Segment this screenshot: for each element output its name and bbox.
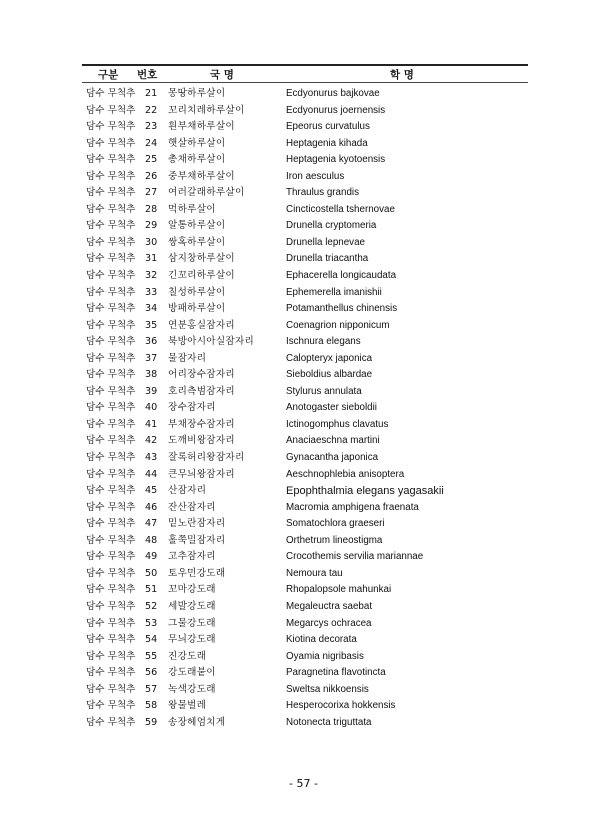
cell-scientific-name: Nemoura tau <box>286 567 343 579</box>
cell-number: 43 <box>145 452 158 464</box>
cell-korean-name: 먹하루살이 <box>168 203 216 215</box>
cell-korean-name: 큰무늬왕잠자리 <box>168 468 235 480</box>
cell-korean-name: 꼬마강도래 <box>168 584 216 596</box>
cell-scientific-name: Ephemerella imanishii <box>286 286 382 298</box>
table-row <box>82 516 528 533</box>
cell-korean-name: 중부채하루살이 <box>168 170 235 182</box>
table-row <box>82 218 528 235</box>
cell-scientific-name: Ecdyonurus bajkovae <box>286 88 380 99</box>
cell-korean-name: 몽땅하루살이 <box>168 88 226 99</box>
cell-number: 37 <box>145 352 158 364</box>
table-row <box>82 400 528 417</box>
table-row <box>82 566 528 583</box>
table-header <box>82 66 528 82</box>
cell-scientific-name: Ischnura elegans <box>286 336 361 348</box>
header-scientific-name: 학 명 <box>390 69 414 81</box>
cell-korean-name: 밑노란잠자리 <box>168 518 226 530</box>
cell-category: 담수 무척추 <box>86 220 136 232</box>
cell-korean-name: 흰부채하루살이 <box>168 121 235 133</box>
cell-number: 31 <box>145 253 158 265</box>
table-row <box>82 251 528 268</box>
cell-category: 담수 무척추 <box>86 236 136 248</box>
cell-number: 57 <box>145 683 158 695</box>
cell-scientific-name: Hesperocorixa hokkensis <box>286 700 396 712</box>
cell-number: 40 <box>145 402 158 414</box>
cell-category: 담수 무척추 <box>86 88 136 99</box>
cell-category: 담수 무척추 <box>86 137 136 149</box>
cell-number: 50 <box>145 567 158 579</box>
cell-korean-name: 방패하루살이 <box>168 303 226 315</box>
cell-scientific-name: Gynacantha japonica <box>286 452 379 464</box>
cell-category: 담수 무척추 <box>86 716 136 728</box>
cell-scientific-name: Ictinogomphus clavatus <box>286 418 389 430</box>
cell-scientific-name: Rhopalopsole mahunkai <box>286 584 392 596</box>
cell-number: 41 <box>145 418 158 430</box>
cell-korean-name: 장수잠자리 <box>168 402 216 414</box>
cell-category: 담수 무척추 <box>86 154 136 166</box>
cell-number: 36 <box>145 336 158 348</box>
table-row <box>82 367 528 384</box>
cell-scientific-name: Aeschnophlebia anisoptera <box>286 468 405 480</box>
cell-category: 담수 무척추 <box>86 683 136 695</box>
cell-number: 33 <box>145 286 158 298</box>
table-row <box>82 433 528 450</box>
cell-scientific-name: Thraulus grandis <box>286 187 359 199</box>
cell-scientific-name: Coenagrion nipponicum <box>286 319 390 331</box>
cell-category: 담수 무척추 <box>86 501 136 513</box>
cell-category: 담수 무척추 <box>86 667 136 679</box>
cell-category: 담수 무척추 <box>86 634 136 646</box>
cell-korean-name: 그물강도래 <box>168 617 216 629</box>
cell-category: 담수 무척추 <box>86 385 136 397</box>
cell-number: 24 <box>145 137 158 149</box>
table-header-rule <box>82 82 528 83</box>
cell-category: 담수 무척추 <box>86 270 136 282</box>
cell-korean-name: 알통하루살이 <box>168 220 226 232</box>
cell-scientific-name: Anaciaeschna martini <box>286 435 380 447</box>
cell-korean-name: 잘록허리왕잠자리 <box>168 452 245 464</box>
cell-category: 담수 무척추 <box>86 452 136 464</box>
cell-category: 담수 무척추 <box>86 121 136 133</box>
table-row <box>82 533 528 550</box>
cell-number: 22 <box>145 104 158 116</box>
cell-scientific-name: Iron aesculus <box>286 170 345 182</box>
table-row <box>82 632 528 649</box>
cell-number: 28 <box>145 203 158 215</box>
cell-scientific-name: Paragnetina flavotincta <box>286 667 386 679</box>
cell-number: 25 <box>145 154 158 166</box>
cell-korean-name: 호리측범잠자리 <box>168 385 235 397</box>
table-row <box>82 285 528 302</box>
cell-category: 담수 무척추 <box>86 104 136 116</box>
cell-number: 39 <box>145 385 158 397</box>
cell-scientific-name: Cincticostella tshernovae <box>286 203 395 215</box>
cell-number: 35 <box>145 319 158 331</box>
table-row <box>82 202 528 219</box>
table-body <box>82 86 528 731</box>
page-number: - 57 - <box>289 777 318 790</box>
table-row <box>82 119 528 136</box>
cell-korean-name: 녹색강도래 <box>168 683 216 695</box>
cell-category: 담수 무척추 <box>86 402 136 414</box>
cell-korean-name: 무늬강도래 <box>168 634 216 646</box>
cell-korean-name: 강도래붙이 <box>168 667 216 679</box>
cell-number: 27 <box>145 187 158 199</box>
cell-number: 52 <box>145 600 158 612</box>
cell-category: 담수 무척추 <box>86 700 136 712</box>
cell-category: 담수 무척추 <box>86 435 136 447</box>
cell-scientific-name: Kiotina decorata <box>286 634 357 646</box>
table-row <box>82 649 528 666</box>
cell-number: 55 <box>145 650 158 662</box>
cell-korean-name: 부채장수잠자리 <box>168 418 235 430</box>
cell-korean-name: 북방아시아실잠자리 <box>168 336 255 348</box>
cell-korean-name: 세발강도래 <box>168 600 216 612</box>
cell-category: 담수 무척추 <box>86 567 136 579</box>
cell-category: 담수 무척추 <box>86 518 136 530</box>
cell-scientific-name: Macromia amphigena fraenata <box>286 501 419 513</box>
cell-korean-name: 왕물벌레 <box>168 700 207 712</box>
cell-korean-name: 토우민강도래 <box>168 567 226 579</box>
cell-korean-name: 송장헤엄치게 <box>168 716 226 728</box>
cell-korean-name: 연분홍실잠자리 <box>168 319 235 331</box>
cell-category: 담수 무척추 <box>86 187 136 199</box>
header-number: 번호 <box>137 69 158 81</box>
header-korean-name: 국 명 <box>210 69 234 81</box>
table-row <box>82 500 528 517</box>
table-row <box>82 698 528 715</box>
cell-number: 47 <box>145 518 158 530</box>
table-row <box>82 185 528 202</box>
cell-category: 담수 무척추 <box>86 468 136 480</box>
cell-number: 26 <box>145 170 158 182</box>
cell-category: 담수 무척추 <box>86 203 136 215</box>
cell-scientific-name: Somatochlora graeseri <box>286 518 385 530</box>
cell-category: 담수 무척추 <box>86 600 136 612</box>
cell-number: 38 <box>145 369 158 381</box>
cell-korean-name: 삼지창하루살이 <box>168 253 235 265</box>
cell-number: 32 <box>145 270 158 282</box>
cell-scientific-name: Heptagenia kyotoensis <box>286 154 386 166</box>
table-row <box>82 467 528 484</box>
cell-category: 담수 무척추 <box>86 369 136 381</box>
header-category: 구분 <box>98 69 119 81</box>
cell-korean-name: 꼬리치레하루살이 <box>168 104 245 116</box>
table-row <box>82 86 528 103</box>
cell-category: 담수 무척추 <box>86 286 136 298</box>
cell-number: 45 <box>145 485 158 497</box>
cell-scientific-name: Notonecta triguttata <box>286 716 372 728</box>
cell-korean-name: 쌍혹하루살이 <box>168 236 226 248</box>
cell-category: 담수 무척추 <box>86 352 136 364</box>
cell-scientific-name: Ephacerella longicaudata <box>286 270 397 282</box>
cell-scientific-name: Ecdyonurus joernensis <box>286 104 386 116</box>
cell-number: 23 <box>145 121 158 133</box>
cell-number: 53 <box>145 617 158 629</box>
cell-scientific-name: Drunella cryptomeria <box>286 220 377 232</box>
cell-korean-name: 긴꼬리하루살이 <box>168 270 235 282</box>
table-row <box>82 384 528 401</box>
cell-category: 담수 무척추 <box>86 534 136 546</box>
cell-korean-name: 산잠자리 <box>168 485 207 497</box>
cell-scientific-name: Sieboldius albardae <box>286 369 373 381</box>
cell-category: 담수 무척추 <box>86 170 136 182</box>
table-row <box>82 268 528 285</box>
cell-korean-name: 잔산잠자리 <box>168 501 216 513</box>
cell-korean-name: 칠성하루살이 <box>168 286 226 298</box>
table-row <box>82 318 528 335</box>
cell-number: 48 <box>145 534 158 546</box>
table-row <box>82 616 528 633</box>
cell-korean-name: 고추잠자리 <box>168 551 216 563</box>
table-row <box>82 169 528 186</box>
cell-category: 담수 무척추 <box>86 418 136 430</box>
cell-scientific-name: Calopteryx japonica <box>286 352 373 364</box>
cell-scientific-name: Drunella triacantha <box>286 253 369 265</box>
cell-scientific-name: Drunella lepnevae <box>286 236 365 248</box>
table-row <box>82 582 528 599</box>
cell-korean-name: 도깨비왕잠자리 <box>168 435 235 447</box>
cell-number: 59 <box>145 716 158 728</box>
cell-number: 42 <box>145 435 158 447</box>
cell-number: 56 <box>145 667 158 679</box>
cell-category: 담수 무척추 <box>86 584 136 596</box>
cell-number: 21 <box>145 88 158 99</box>
cell-category: 담수 무척추 <box>86 336 136 348</box>
table-row <box>82 450 528 467</box>
cell-korean-name: 진강도래 <box>168 650 207 662</box>
cell-number: 58 <box>145 700 158 712</box>
cell-scientific-name: Epeorus curvatulus <box>286 121 370 133</box>
cell-scientific-name: Orthetrum lineostigma <box>286 534 383 546</box>
table-row <box>82 152 528 169</box>
cell-korean-name: 여러갈래하루살이 <box>168 187 245 199</box>
cell-category: 담수 무척추 <box>86 551 136 563</box>
cell-scientific-name: Potamanthellus chinensis <box>286 303 398 315</box>
cell-scientific-name: Crocothemis servilia mariannae <box>286 551 424 563</box>
cell-number: 30 <box>145 236 158 248</box>
cell-category: 담수 무척추 <box>86 303 136 315</box>
cell-korean-name: 햇살하루살이 <box>168 137 226 149</box>
cell-number: 49 <box>145 551 158 563</box>
table-row <box>82 549 528 566</box>
table-row <box>82 483 528 500</box>
cell-number: 46 <box>145 501 158 513</box>
cell-korean-name: 홀쭉밀잠자리 <box>168 534 226 546</box>
cell-number: 54 <box>145 634 158 646</box>
table-row <box>82 103 528 120</box>
cell-category: 담수 무척추 <box>86 319 136 331</box>
table-row <box>82 599 528 616</box>
cell-category: 담수 무척추 <box>86 253 136 265</box>
table-row <box>82 301 528 318</box>
cell-number: 51 <box>145 584 158 596</box>
table-row <box>82 665 528 682</box>
table-row <box>82 682 528 699</box>
cell-number: 29 <box>145 220 158 232</box>
cell-korean-name: 총채하루살이 <box>168 154 226 166</box>
cell-category: 담수 무척추 <box>86 617 136 629</box>
cell-korean-name: 물잠자리 <box>168 352 207 364</box>
cell-category: 담수 무척추 <box>86 485 136 497</box>
cell-scientific-name: Epophthalmia elegans yagasakii <box>286 485 444 498</box>
cell-scientific-name: Megaleuctra saebat <box>286 600 373 612</box>
table-row <box>82 136 528 153</box>
cell-number: 44 <box>145 468 158 480</box>
cell-scientific-name: Heptagenia kihada <box>286 137 368 149</box>
cell-number: 34 <box>145 303 158 315</box>
cell-scientific-name: Sweltsa nikkoensis <box>286 683 369 695</box>
cell-scientific-name: Anotogaster sieboldii <box>286 402 377 414</box>
cell-scientific-name: Oyamia nigribasis <box>286 650 364 662</box>
cell-scientific-name: Megarcys ochracea <box>286 617 372 629</box>
cell-korean-name: 어리장수잠자리 <box>168 369 235 381</box>
table-row <box>82 351 528 368</box>
table-row <box>82 235 528 252</box>
cell-category: 담수 무척추 <box>86 650 136 662</box>
table-row <box>82 334 528 351</box>
table-row <box>82 715 528 732</box>
table-row <box>82 417 528 434</box>
cell-scientific-name: Stylurus annulata <box>286 385 362 397</box>
